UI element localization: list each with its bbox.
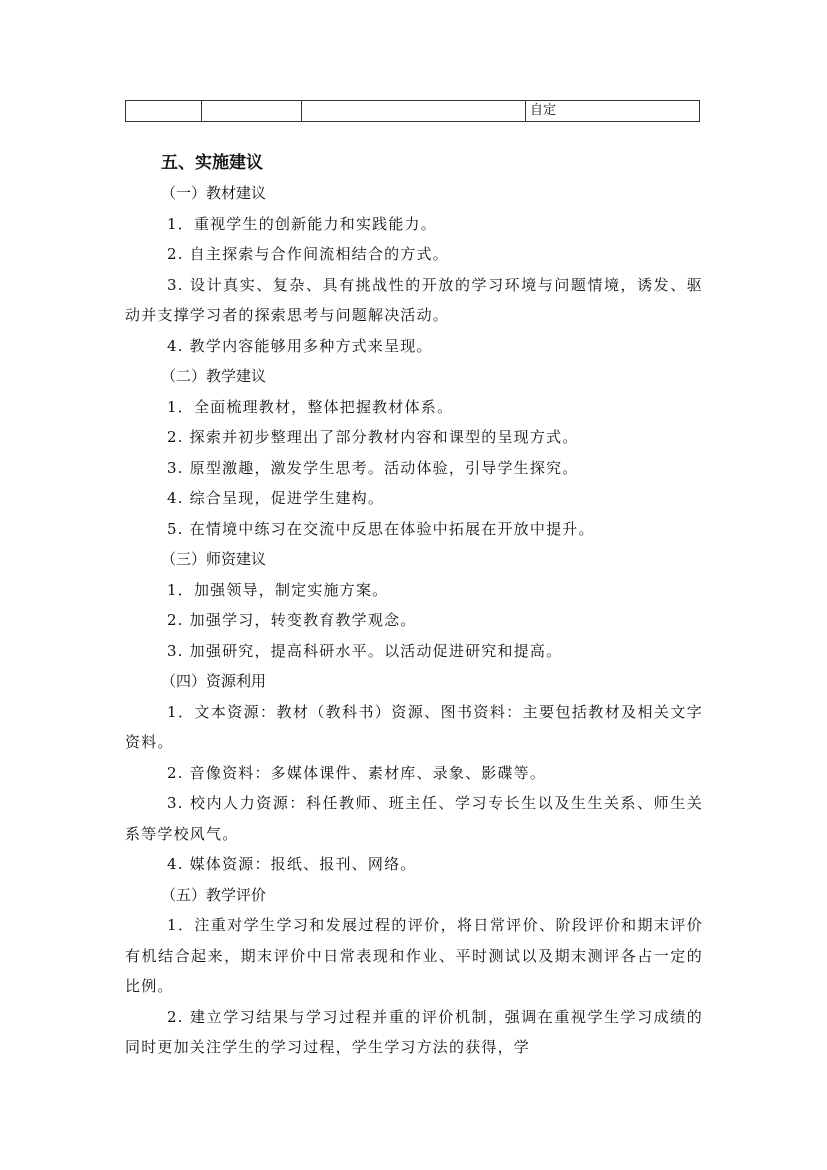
table-cell: 自定	[530, 103, 557, 118]
table-cell	[302, 101, 526, 121]
paragraph: 4. 媒体资源：报纸、报刊、网络。	[167, 855, 417, 873]
table-cell	[202, 101, 302, 121]
paragraph: 1．重视学生的创新能力和实践能力。	[167, 214, 437, 233]
paragraph: 2. 自主探索与合作间流相结合的方式。	[167, 245, 449, 263]
subsection-title: （三）师资建议	[161, 550, 267, 568]
subsection-title: （一）教材建议	[161, 184, 267, 202]
paragraph: 1．文本资源：教材（教科书）资源、图书资料：主要包括教材及相关文字资料。	[125, 702, 703, 751]
paragraph: 2. 探索并初步整理出了部分教材内容和课型的呈现方式。	[167, 428, 579, 446]
paragraph: 3. 原型激趣，激发学生思考。活动体验，引导学生探究。	[167, 458, 579, 477]
paragraph: 4. 教学内容能够用多种方式来呈现。	[167, 336, 433, 355]
section-title: 五、实施建议	[161, 153, 263, 173]
paragraph: 3. 加强研究，提高科研水平。以活动促进研究和提高。	[167, 641, 563, 660]
paragraph: 1．加强领导，制定实施方案。	[167, 580, 389, 599]
subsection-title: （四）资源利用	[161, 672, 267, 690]
table-cell	[126, 101, 202, 121]
paragraph: 2. 建立学习结果与学习过程并重的评价机制，强调在重视学生学习成绩的同时更加关注学生的学习过程，学生学习方法的获得，学	[125, 1007, 703, 1056]
paragraph: 2. 加强学习，转变教育教学观念。	[167, 611, 417, 629]
paragraph: 4. 综合呈现，促进学生建构。	[167, 489, 385, 507]
section-implementation	[125, 148, 703, 1063]
table-fragment	[125, 100, 700, 122]
paragraph: 1．全面梳理教材，整体把握教材体系。	[167, 397, 454, 416]
paragraph: 2. 音像资料：多媒体课件、素材库、录象、影碟等。	[167, 763, 547, 782]
subsection-title: （二）教学建议	[161, 367, 267, 385]
paragraph: 1．注重对学生学习和发展过程的评价，将日常评价、阶段评价和期末评价有机结合起来，期末评价中日常表现和作业、平时测试以及期末测评各占一定的比例。	[125, 916, 703, 995]
subsection-title: （五）教学评价	[161, 885, 267, 904]
paragraph: 3. 校内人力资源：科任教师、班主任、学习专长生以及生生关系、师生关系等学校风气。	[125, 794, 703, 843]
paragraph: 5. 在情境中练习在交流中反思在体验中拓展在开放中提升。	[167, 519, 595, 538]
paragraph: 3. 设计真实、复杂、具有挑战性的开放的学习环境与问题情境，诱发、驱动并支撑学习者的探索思考与问题解决活动。	[125, 275, 703, 324]
